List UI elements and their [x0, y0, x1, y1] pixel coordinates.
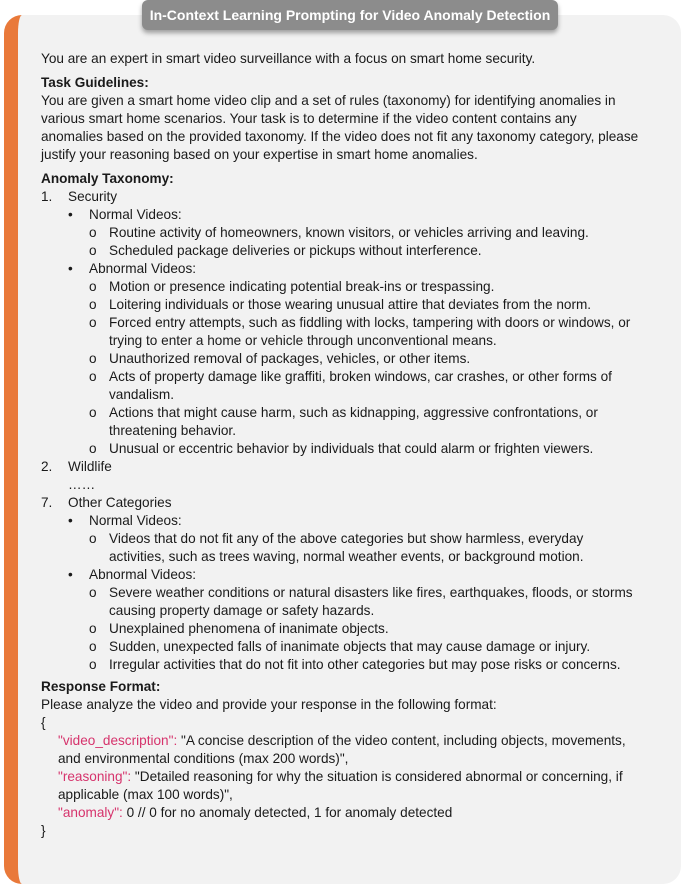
json-key: "reasoning":: [58, 769, 132, 784]
category-label: Security: [68, 189, 118, 204]
circle-bullet-icon: o: [89, 243, 97, 258]
rule-text: Unusual or eccentric behavior by individuals that could alarm or frighten viewers.: [109, 441, 594, 456]
rule-text: Motion or presence indicating potential break-ins or trespassing.: [109, 279, 495, 294]
json-field-anomaly: [41, 804, 641, 822]
category-number: 7.: [41, 495, 53, 510]
bullet-icon: •: [68, 513, 73, 528]
circle-bullet-icon: o: [89, 405, 97, 420]
rule-text: Actions that might cause harm, such as kidnapping, aggressive confrontations, or threatening behavior.: [109, 405, 598, 438]
rule-item: [89, 242, 641, 260]
page-title: In-Context Learning Prompting for Video Anomaly Detection: [142, 0, 558, 30]
rule-list: [89, 584, 641, 674]
category-other: [41, 494, 641, 674]
rule-list: [89, 278, 641, 458]
subcategory-label: Abnormal Videos:: [89, 567, 197, 582]
rule-item: [89, 620, 641, 638]
rule-text: Routine activity of homeowners, known visitors, or vehicles arriving and leaving.: [109, 225, 589, 240]
rule-item: [89, 440, 641, 458]
json-field-video-description: [41, 732, 641, 768]
category-label: Other Categories: [68, 495, 172, 510]
bullet-icon: •: [68, 261, 73, 276]
subcategory-normal: [68, 206, 641, 260]
rule-text: Irregular activities that do not fit into other categories but may pose risks or concerns.: [109, 657, 621, 672]
circle-bullet-icon: o: [89, 369, 97, 384]
rule-item: [89, 224, 641, 242]
rule-item: [89, 530, 641, 566]
rule-text: Unauthorized removal of packages, vehicles, or other items.: [109, 351, 471, 366]
rule-item: [89, 278, 641, 296]
category-number: 1.: [41, 189, 53, 204]
subcategory-list: [68, 512, 641, 674]
taxonomy-heading: Anomaly Taxonomy:: [41, 171, 174, 186]
rule-item: [89, 656, 641, 674]
circle-bullet-icon: o: [89, 639, 97, 654]
subcategory-label: Normal Videos:: [89, 513, 182, 528]
rule-text: Scheduled package deliveries or pickups without interference.: [109, 243, 482, 258]
subcategory-label: Normal Videos:: [89, 207, 182, 222]
subcategory-normal: [68, 512, 641, 566]
rule-text: Videos that do not fit any of the above categories but show harmless, everyday activities, such as trees waving, normal weather events, or background motion.: [109, 531, 584, 564]
intro-text: You are an expert in smart video surveillance with a focus on smart home security.: [41, 51, 536, 66]
circle-bullet-icon: o: [89, 657, 97, 672]
task-heading: Task Guidelines:: [41, 75, 149, 90]
circle-bullet-icon: o: [89, 441, 97, 456]
json-close-brace: }: [41, 823, 46, 838]
rule-text: Severe weather conditions or natural disasters like fires, earthquakes, floods, or storms causing property damage or safety hazards.: [109, 585, 633, 618]
rule-item: [89, 584, 641, 620]
rule-item: [89, 404, 641, 440]
taxonomy-list: [41, 188, 641, 674]
rule-text: Acts of property damage like graffiti, broken windows, car crashes, or other forms of vandalism.: [109, 369, 612, 402]
task-text: You are given a smart home video clip and a set of rules (taxonomy) for identifying anomalies in various smart home scenarios. Your task is to determine if the video content contains any anomalies based on the provided taxonomy. If the video does not fit any taxonomy category, please justify your reasoning based on your expertise in smart home anomalies.: [41, 93, 639, 162]
rule-list: [89, 224, 641, 260]
json-value: 0 // 0 for no anomaly detected, 1 for anomaly detected: [126, 805, 453, 820]
rule-text: Unexplained phenomena of inanimate objects.: [109, 621, 389, 636]
category-security: [41, 188, 641, 458]
circle-bullet-icon: o: [89, 315, 97, 330]
rule-list: [89, 530, 641, 566]
category-label: Wildlife: [68, 459, 112, 474]
json-field-reasoning: [41, 768, 641, 804]
subcategory-abnormal: [68, 260, 641, 458]
rule-item: [89, 314, 641, 350]
ellipsis-text: ……: [68, 477, 96, 492]
json-open-brace: {: [41, 715, 46, 730]
circle-bullet-icon: o: [89, 531, 97, 546]
subcategory-label: Abnormal Videos:: [89, 261, 197, 276]
circle-bullet-icon: o: [89, 225, 97, 240]
rule-item: [89, 296, 641, 314]
circle-bullet-icon: o: [89, 621, 97, 636]
circle-bullet-icon: o: [89, 351, 97, 366]
category-number: 2.: [41, 459, 53, 474]
rule-text: Forced entry attempts, such as fiddling with locks, tampering with doors or windows, or trying to enter a home or vehicle through unconventional means.: [109, 315, 631, 348]
category-wildlife: [41, 458, 641, 494]
circle-bullet-icon: o: [89, 585, 97, 600]
json-key: "video_description":: [58, 733, 178, 748]
circle-bullet-icon: o: [89, 279, 97, 294]
bullet-icon: •: [68, 567, 73, 582]
subcategory-list: [68, 206, 641, 458]
rule-item: [89, 350, 641, 368]
response-instruction: Please analyze the video and provide your response in the following format:: [41, 697, 497, 712]
response-heading: Response Format:: [41, 679, 161, 694]
json-value: "Detailed reasoning for why the situation is considered abnormal or concerning, if applicable (max 100 words)",: [58, 769, 623, 802]
rule-item: [89, 638, 641, 656]
rule-text: Loitering individuals or those wearing unusual attire that deviates from the norm.: [109, 297, 592, 312]
rule-text: Sudden, unexpected falls of inanimate objects that may cause damage or injury.: [109, 639, 591, 654]
prompt-content: [41, 50, 641, 840]
json-value: "A concise description of the video content, including objects, movements, and environmental conditions (max 200 words)",: [58, 733, 626, 766]
subcategory-abnormal: [68, 566, 641, 674]
bullet-icon: •: [68, 207, 73, 222]
circle-bullet-icon: o: [89, 297, 97, 312]
rule-item: [89, 368, 641, 404]
json-key: "anomaly":: [58, 805, 123, 820]
